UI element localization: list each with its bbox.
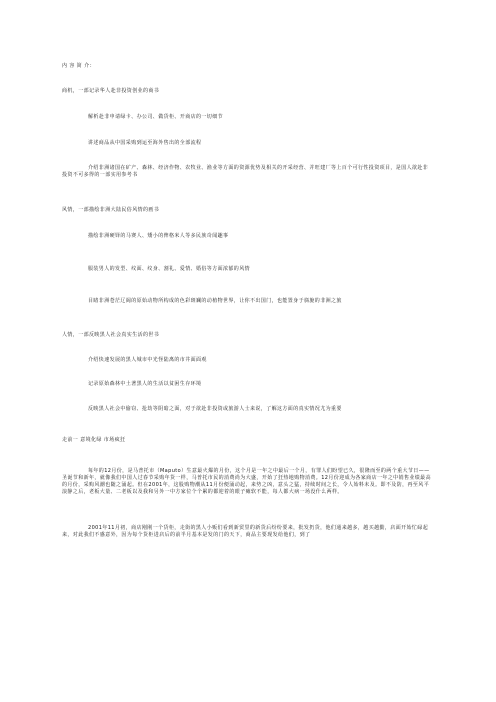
block2-item: 描绘非洲硬铎的马赛人、矮小的俾格米人等多民族奇闻趣事: [88, 233, 229, 239]
block2-item: 目睹非洲苍茫辽阔的原始动物所构成的色彩斑斓的动植物世界，让你不出国门，也能置身于旖旎的非洲之旅: [88, 298, 342, 304]
body-paragraph: 每年的12月份，是马普托市（Maputo）生意最火爆的月份，这个月是一年之中最后一个月，有罪人们盼望已久，很隆而至的两个重大节日——圣诞节和新年，就像我们中国人过春节采购年货一样，马普托市民的消费尚为大盛，开始了狂热地购物消费。12月份迎成为各家商店一年之中销售业绩最高的月份，采购风潮也随之涌起。但在2001年，这股购物潮从11月份便涌动起，来势之凶，意头之猛，持续时间之长，令人始料未及。即不及防，再至风平浪静之后，老板大量、二老板以及我和另外一中方家位个个累的都迎着的眼子瘫软不能，每人都大病一场没什么两样。: [62, 468, 431, 495]
block3-item: 反映黑人社会中偷窃、抢劫等阴暗之面，对于欲赴非投资或旅游人士来说，了解这方面的真实情况尤为重要: [88, 406, 342, 412]
block2-lead: 风情，一部描绘非洲大陆民俗风情的画书: [62, 207, 160, 213]
content-summary-heading: 内 容 简 介：: [62, 63, 95, 69]
body-paragraph: 2001年11月初，商店刚刚一个货柜，走街的黑人小贩们看到新贸里的新货后纷纷要来，批发扔货，他们通来越多，越买越勤，店面开始忙碌起来，对此我们不感意外，因为每个货柜进店后的前半月基本是发的门的天下，商品主要现发给他们，到了: [62, 525, 429, 538]
block1-item: 解析赴非申请绿卡、办公司、做货柜、开商店的一切细节: [88, 114, 224, 120]
block1-item: 介绍非洲诸国在矿产、森林、经济作物、农牧业、渔业等方面的资源优势及相关的开采经营、并旺建厂等上百个可行性投资项目，是国人欲赴非投资不可多得的一部实用参考书: [62, 165, 429, 178]
chapter-title: 走前一 意境化绿 市场疯狂: [62, 437, 126, 443]
block3-lead: 人情，一部反映黑人社会真实生活的世书: [62, 332, 160, 338]
block3-item: 记录原始森林中土著黑人的生活以贫困生存环境: [88, 381, 202, 387]
block2-item: 服装男人的发型、纹面、纹身、割礼、爱情、婚俗等方面浓郁的风情: [88, 266, 251, 272]
block1-item: 讲述商品从中国采购到运至海外售出的全部流程: [88, 140, 202, 146]
block1-lead: 商机，一部记录华人赴非投资创业的商书: [62, 88, 160, 94]
block3-item: 介绍快速发展的黑人城市中光怪陆离的市井面面观: [88, 357, 207, 363]
